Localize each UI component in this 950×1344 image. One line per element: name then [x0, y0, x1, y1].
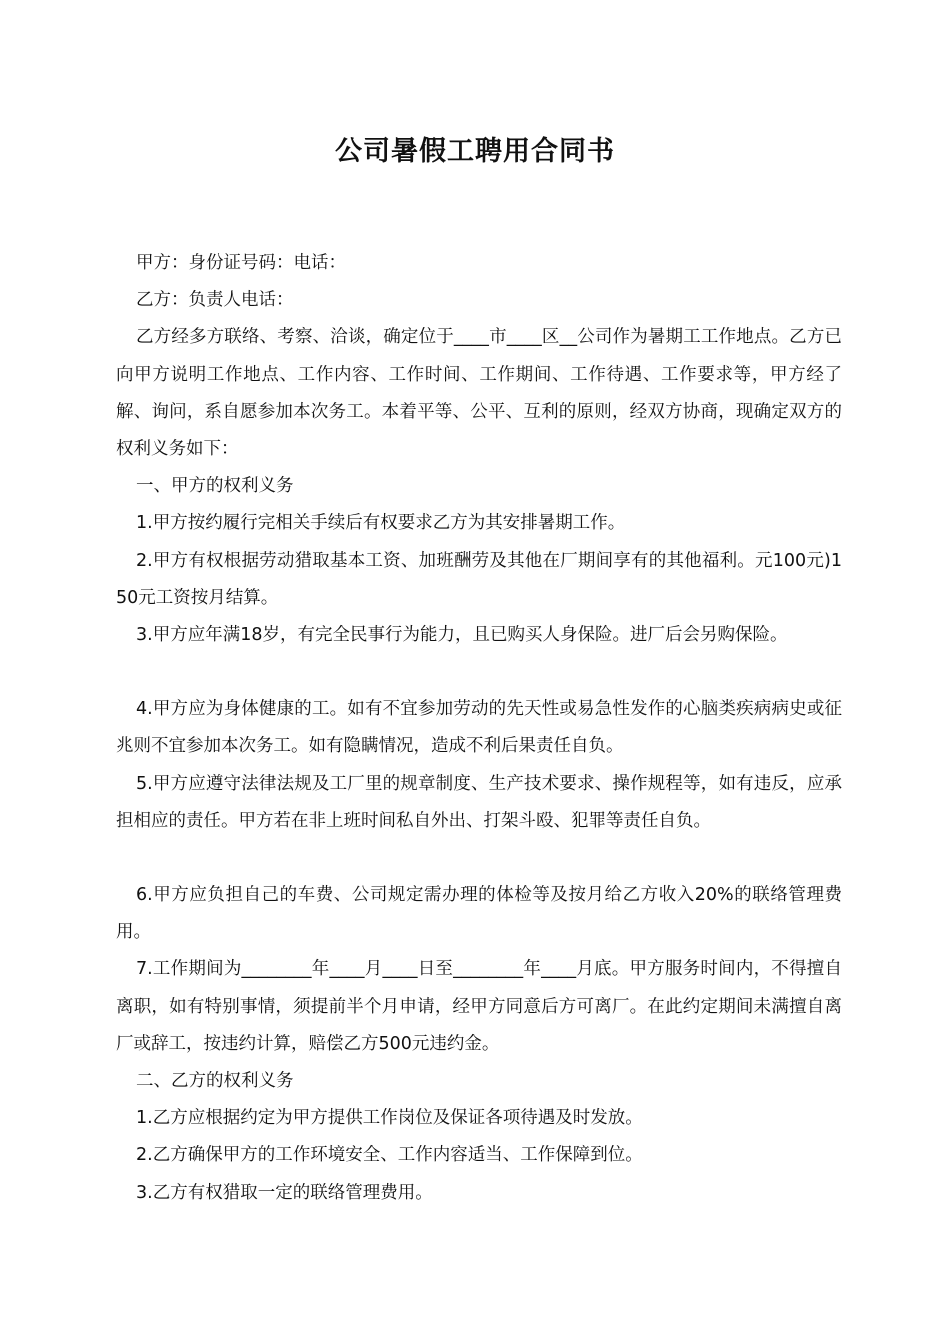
clause-a-5: 5.甲方应遵守法律法规及工厂里的规章制度、生产技术要求、操作规程等，如有违反，应承担相应的责任。甲方若在非上班时间私自外出、打架斗殴、犯罪等责任自负。	[116, 773, 842, 831]
section-heading-party-a: 一、甲方的权利义务	[136, 476, 294, 497]
clause-a-1: 1.甲方按约履行完相关手续后有权要求乙方为其安排暑期工作。	[136, 513, 626, 534]
clause-b-3: 3.乙方有权猎取一定的联络管理费用。	[136, 1182, 433, 1203]
party-b-line: 乙方：负责人电话：	[136, 290, 294, 311]
clause-b-2: 2.乙方确保甲方的工作环境安全、工作内容适当、工作保障到位。	[136, 1145, 643, 1166]
clause-a-2: 2.甲方有权根据劳动猎取基本工资、加班酬劳及其他在厂期间享有的其他福利。元100元)150元工资按月结算。	[116, 550, 842, 608]
clause-a-4: 4.甲方应为身体健康的工。如有不宜参加劳动的先天性或易急性发作的心脑类疾病病史或征兆则不宜参加本次务工。如有隐瞒情况，造成不利后果责任自负。	[116, 699, 842, 757]
clause-b-1: 1.乙方应根据约定为甲方提供工作岗位及保证各项待遇及时发放。	[136, 1108, 643, 1129]
document-title: 公司暑假工聘用合同书	[335, 136, 615, 167]
clause-a-7: 7.工作期间为________年____月____日至________年____月底。甲方服务时间内，不得擅自离职，如有特别事情，须提前半个月申请，经甲方同意后方可离厂。在此约定期间未满擅自离厂或辞工，按违约计算，赔偿乙方500元违约金。	[116, 959, 842, 1054]
clause-a-3: 3.甲方应年满18岁，有完全民事行为能力，且已购买人身保险。进厂后会另购保险。	[136, 625, 788, 646]
section-heading-party-b: 二、乙方的权利义务	[136, 1071, 294, 1092]
preamble-paragraph: 乙方经多方联络、考察、洽谈，确定位于____市____区__公司作为暑期工工作地点。乙方已向甲方说明工作地点、工作内容、工作时间、工作期间、工作待遇、工作要求等，甲方经了解、询问，系自愿参加本次务工。本着平等、公平、互利的原则，经双方协商，现确定双方的权利义务如下：	[116, 327, 842, 460]
party-a-line: 甲方：身份证号码：电话：	[136, 253, 346, 273]
document-body	[116, 245, 842, 1212]
clause-a-6: 6.甲方应负担自己的车费、公司规定需办理的体检等及按月给乙方收入20%的联络管理费用。	[116, 885, 842, 943]
